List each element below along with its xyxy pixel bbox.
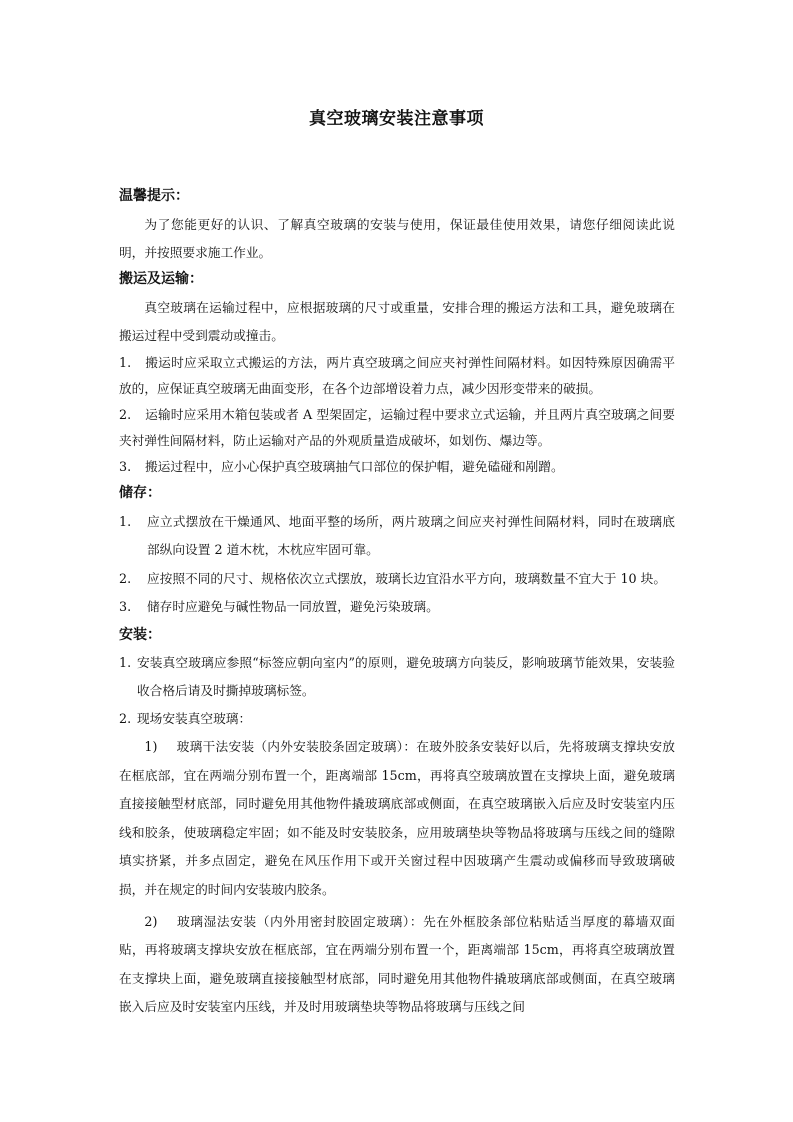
install-item-1 — [119, 649, 675, 705]
list-number: 1. — [119, 655, 132, 671]
list-number: 3. — [119, 458, 132, 474]
list-text: 搬运过程中，应小心保护真空玻璃抽气口部位的保护帽，避免磕碰和剐蹭。 — [145, 458, 564, 474]
document-body — [119, 183, 675, 1022]
transport-item-1 — [119, 350, 675, 402]
list-text: 储存时应避免与碱性物品一同放置，避免污染玻璃。 — [147, 599, 439, 615]
storage-item-1 — [119, 508, 675, 565]
list-text: 运输时应采用木箱包装或者 A 型架固定，运输过程中要求立式运输，并且两片真空玻璃之间要夹衬弹性间隔材料，防止运输对产品的外观质量造成破坏，如划伤、爆边等。 — [119, 406, 675, 448]
tip-heading: 温馨提示： — [119, 188, 189, 204]
list-number: 2. — [119, 710, 132, 726]
list-text: 玻璃湿法安装（内外用密封胶固定玻璃）：先在外框胶条部位粘贴适当厚度的幕墙双面贴，再将玻璃支撑块安放在框底部，宜在两端分别布置一个，距离端部 15cm，再将真空玻璃放置在支撑块上面，避免玻璃直接接触型材底部，同时避免用其他物件撬玻璃底部或侧面，在真空玻璃嵌入后应及时安装室内压线，并及时用玻璃垫块等物品将玻璃与压线之间 — [119, 913, 675, 1015]
list-number: 2) — [144, 913, 158, 929]
transport-item-3 — [119, 454, 675, 480]
install-sub-item-2 — [119, 908, 675, 1022]
list-text: 安装真空玻璃应参照“标签应朝向室内”的原则，避免玻璃方向装反，影响玻璃节能效果，安装验收合格后请及时撕掉玻璃标签。 — [137, 655, 675, 699]
transport-intro: 真空玻璃在运输过程中，应根据玻璃的尺寸或重量，安排合理的搬运方法和工具，避免玻璃在搬运过程中受到震动或撞击。 — [119, 300, 675, 343]
list-number: 3. — [119, 599, 132, 615]
list-text: 应按照不同的尺寸、规格依次立式摆放，玻璃长边宜沿水平方向，玻璃数量不宜大于 10 块。 — [147, 570, 667, 586]
list-number: 1. — [119, 354, 132, 370]
list-number: 1. — [119, 513, 132, 529]
storage-item-2 — [119, 565, 675, 594]
document-title: 真空玻璃安装注意事项 — [309, 109, 484, 129]
list-number: 1) — [144, 739, 158, 755]
transport-heading: 搬运及运输： — [119, 271, 203, 288]
install-heading: 安装： — [119, 626, 161, 643]
list-text: 现场安装真空玻璃： — [137, 710, 252, 726]
list-number: 2. — [119, 406, 132, 422]
install-sub-item-1 — [119, 733, 675, 903]
tip-paragraph: 为了您能更好的认识、了解真空玻璃的安装与使用，保证最佳使用效果，请您仔细阅读此说明，并按照要求施工作业。 — [119, 216, 675, 260]
list-number: 2. — [119, 570, 132, 586]
list-text: 应立式摆放在干燥通风、地面平整的场所，两片玻璃之间应夹衬弹性间隔材料，同时在玻璃底部纵向设置 2 道木枕，木枕应牢固可靠。 — [147, 513, 675, 558]
install-item-2 — [119, 705, 675, 734]
list-text: 搬运时应采取立式搬运的方法，两片真空玻璃之间应夹衬弹性间隔材料。如因特殊原因确需平放的，应保证真空玻璃无曲面变形，在各个边部增设着力点，减少因形变带来的破损。 — [119, 354, 675, 396]
list-text: 玻璃干法安装（内外安装胶条固定玻璃）：在玻外胶条安装好以后，先将玻璃支撑块安放在框底部，宜在两端分别布置一个，距离端部 15cm，再将真空玻璃放置在支撑块上面，避免玻璃直接接触型材底部，同时避免用其他物件撬玻璃底部或侧面，在真空玻璃嵌入后应及时安装室内压线和胶条，使玻璃稳定牢固；如不能及时安装胶条，应用玻璃垫块等物品将玻璃与压线之间的缝隙填实挤紧，并多点固定，避免在风压作用下或开关窗过程中因玻璃产生震动或偏移而导致玻璃破损，并在规定的时间内安装玻内胶条。 — [119, 739, 675, 897]
storage-item-3 — [119, 593, 675, 622]
transport-item-2 — [119, 402, 675, 454]
storage-heading: 储存： — [119, 484, 161, 501]
